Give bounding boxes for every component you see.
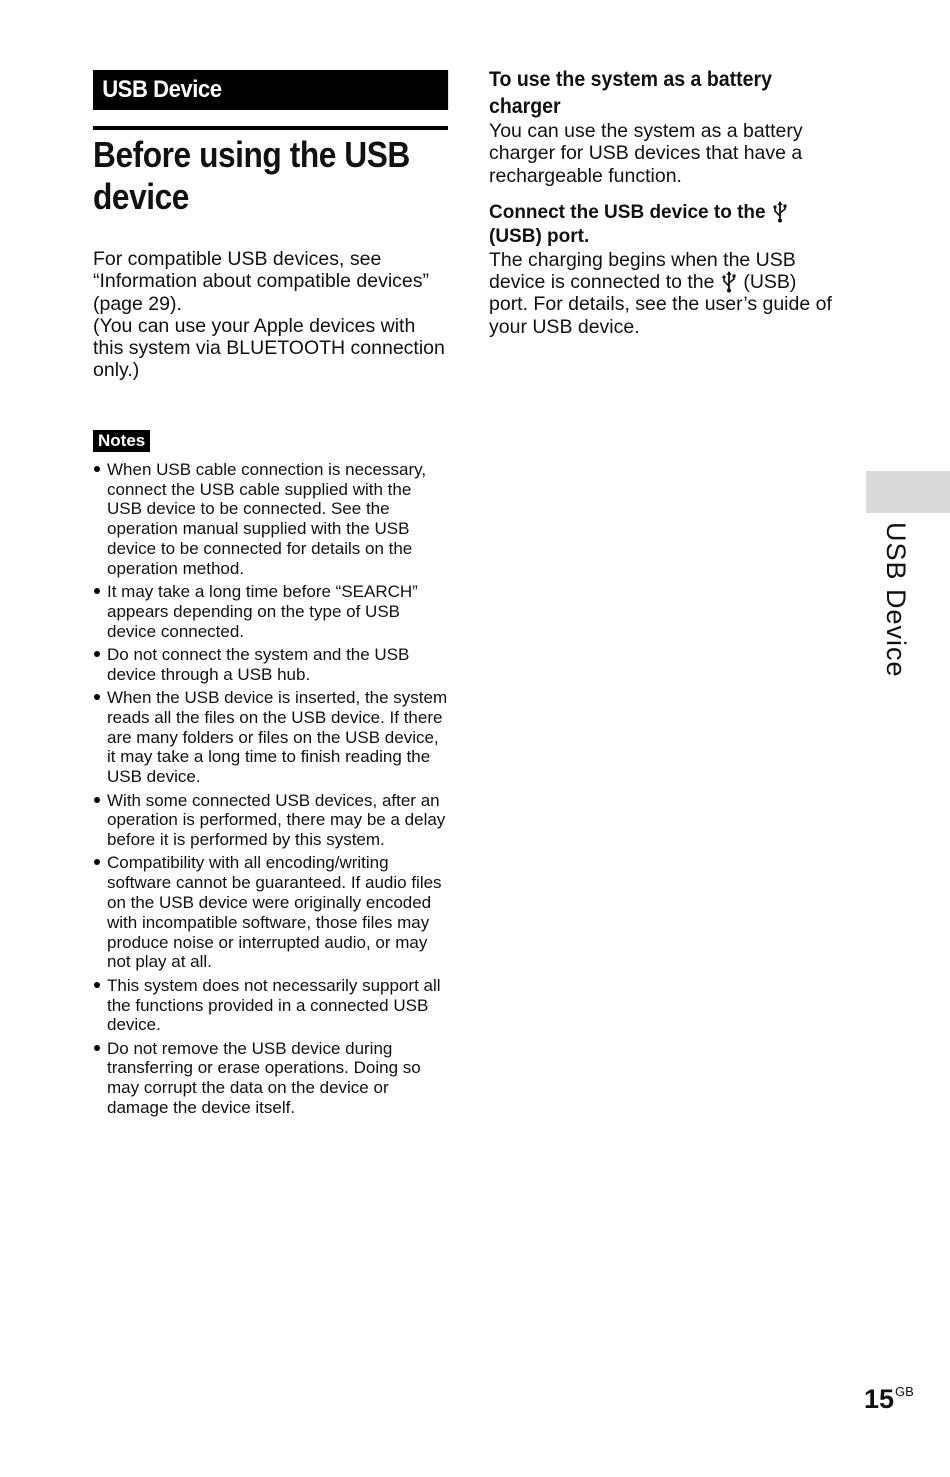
note-item: It may take a long time before “SEARCH” appears depending on the type of USB device connected. xyxy=(93,582,448,641)
title-rule xyxy=(93,126,448,130)
page-title: Before using the USB device xyxy=(93,134,410,217)
right-column xyxy=(489,66,834,338)
note-item: With some connected USB devices, after an operation is performed, there may be a delay before it is performed by this system. xyxy=(93,791,448,850)
usb-icon xyxy=(721,271,737,293)
intro xyxy=(93,248,448,382)
page-number-suffix: GB xyxy=(895,1384,914,1399)
note-item: Do not remove the USB device during transferring or erase operations. Doing so may corrupt the data on the device or damage the device itself. xyxy=(93,1039,448,1118)
note-item: Compatibility with all encoding/writing software cannot be guaranteed. If audio files on the USB device were originally encoded with incompatible software, those files may produce noise or interrupted audio, or may not play at all. xyxy=(93,853,448,972)
step-body-port: (USB) port. For details, see the user’s guide of your USB device. xyxy=(489,271,832,338)
step-heading-port: (USB) port. xyxy=(489,225,590,247)
notes-list xyxy=(93,460,448,1118)
note-item: This system does not necessarily support all the functions provided in a connected USB device. xyxy=(93,976,448,1035)
left-column xyxy=(93,70,448,1121)
step-body-text: The charging begins when the USB device is connected to the xyxy=(489,248,796,294)
side-tab-marker xyxy=(866,471,950,513)
note-item: When the USB device is inserted, the system reads all the files on the USB device. If there are many folders or files on the USB device, it may take a long time to finish reading the USB device. xyxy=(93,688,448,787)
step-heading-text: Connect the USB device to the xyxy=(489,201,766,223)
page-number-value: 15 xyxy=(864,1384,895,1414)
battery-charger-heading: To use the system as a battery charger xyxy=(489,68,772,118)
step-heading xyxy=(489,201,834,249)
note-item: Do not connect the system and the USB device through a USB hub. xyxy=(93,645,448,685)
intro-paragraph: For compatible USB devices, see “Information about compatible devices” (page 29). xyxy=(93,248,430,315)
battery-charger-description: You can use the system as a battery charger for USB devices that have a rechargeable function. xyxy=(489,120,803,187)
intro-paragraph-apple: (You can use your Apple devices with this system via BLUETOOTH connection only.) xyxy=(93,314,445,382)
section-label: USB Device xyxy=(102,76,222,103)
page-number xyxy=(864,1376,914,1415)
side-tab-label: USB Device xyxy=(881,522,911,678)
step-body xyxy=(489,249,834,338)
notes-badge: Notes xyxy=(93,430,150,452)
usb-icon xyxy=(772,201,788,223)
section-header-bar xyxy=(93,70,448,110)
note-item: When USB cable connection is necessary, connect the USB cable supplied with the USB device to be connected. See the operation manual supplied with the USB device to be connected for details on the operation method. xyxy=(93,460,448,579)
